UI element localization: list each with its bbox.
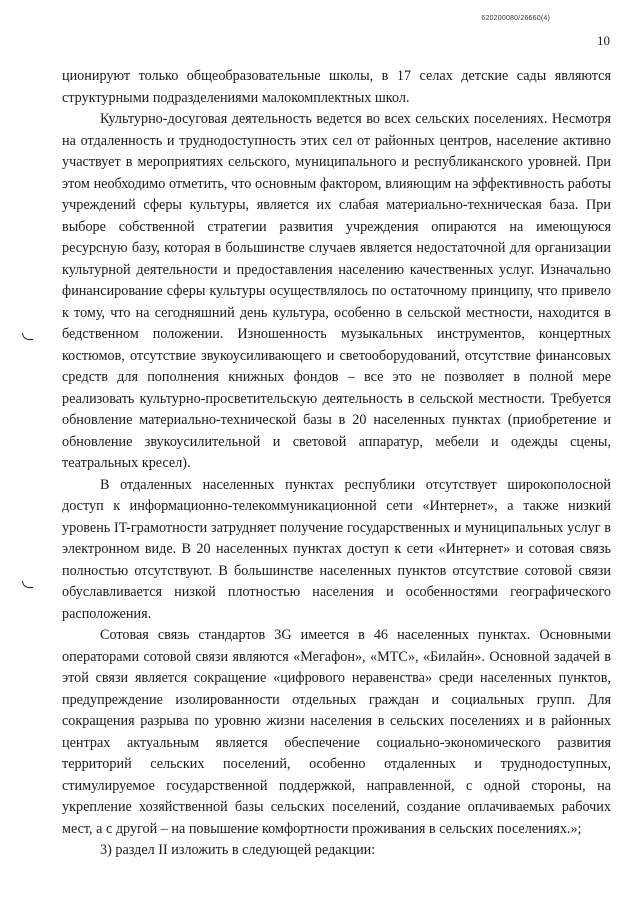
paragraph: 3) раздел II изложить в следующей редакции: [100,842,376,858]
margin-mark [22,581,33,588]
margin-mark [22,333,33,340]
paragraph: В отдаленных населенных пунктах республики отсутствует широкополосной доступ к информационно-телекоммуникационной сети «Интернет», а также низкий уровень IT-грамотности затрудняет получение государственных и муниципальных услуг в электронном виде. В 20 населенных пунктах доступ к сети «Интернет» и сотовая связь полностью отсутствуют. В большинстве населенных пунктов отсутствие сотовой связи обуславливается низкой плотностью населения и особенностями географического расположения. [62,476,611,622]
paragraph: ционируют только общеобразовательные школы, в 17 селах детские сады являются структурными подразделениями малокомплектных школ. [62,68,611,106]
paragraph: Сотовая связь стандартов 3G имеется в 46 населенных пунктах. Основными операторами сотовой связи являются «Мегафон», «МТС», «Билайн». Основной задачей в этой связи является сокращение «цифрового неравенства» среди населенных пунктов, предупреждение изолированности отдельных граждан и социальных групп. Для сокращения разрыва по уровню жизни населения в сельских поселениях и в районных центрах актуальным является обеспечение социально-экономического развития территорий сельских поселений, особенно отдаленных и труднодоступных, стимулируемое государственной поддержкой, направленной, с одной стороны, на укрепление хозяйственной базы сельских поселений, создание оплачиваемых рабочих мест, а с другой – на повышение комфортности проживания в сельских поселениях.»; [62,627,611,837]
page-number: 10 [597,33,610,48]
document-code: 620200080/26660(4) [481,15,550,22]
document-body [62,66,611,862]
paragraph: Культурно-досуговая деятельность ведется во всех сельских поселениях. Несмотря на отдаленность и труднодоступность этих сел от районных центров, население активно участвует в мероприятиях сельского, муниципального и республиканского уровней. При этом необходимо отметить, что основным фактором, влияющим на эффективность работы учреждений сферы культуры, является их слабая материально-техническая база. При выборе собственной стратегии развития учреждения опираются на имеющуюся ресурсную базу, которая в большинстве случаев является недостаточной для организации культурной деятельности и предоставления населению качественных услуг. Изначально финансирование сферы культуры осуществлялось по остаточному принципу, что привело к тому, что на сегодняшний день культура, особенно в сельской местности, находится в бедственном положении. Изношенность музыкальных инструментов, концертных костюмов, отсутствие звукоусиливающего и светооборудований, отсутствие финансовых средств для пополнения книжных фондов – все это не позволяет в полной мере реализовать культурно-просветительскую деятельность в сельской местности. Требуется обновление материально-технической базы в 20 населенных пунктах (приобретение и обновление звукоусилительной и световой аппаратур, мебели и одежды сцены, театральных кресел). [62,111,611,471]
